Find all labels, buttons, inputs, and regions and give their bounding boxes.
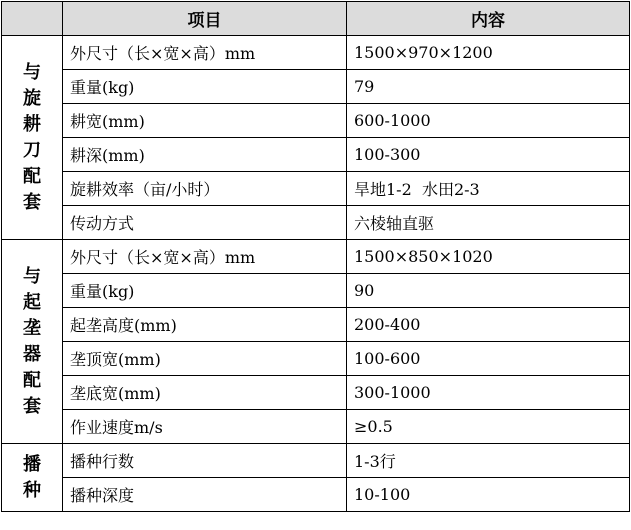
group-char: 起 [23, 291, 41, 313]
table-row [2, 172, 630, 206]
header-corner [2, 2, 63, 36]
group-char: 刀 [23, 139, 41, 161]
value-cell: 10-100 [347, 478, 630, 512]
group-label-seeding [2, 444, 63, 512]
item-cell: 传动方式 [63, 206, 347, 240]
group-char: 与 [23, 265, 41, 287]
table-row [2, 410, 630, 444]
header-content: 内容 [347, 2, 630, 36]
value-cell: 1500×970×1200 [347, 36, 630, 70]
value-cell: 600-1000 [347, 104, 630, 138]
table-row [2, 138, 630, 172]
value-cell: 1500×850×1020 [347, 240, 630, 274]
value-cell: 100-600 [347, 342, 630, 376]
table-row [2, 274, 630, 308]
item-cell: 外尺寸（长×宽×高）mm [63, 36, 347, 70]
value-cell: 79 [347, 70, 630, 104]
header-item: 项目 [63, 2, 347, 36]
table-row [2, 478, 630, 512]
group-char: 套 [23, 395, 41, 417]
group-label-rotary-blade [2, 36, 63, 240]
group-char: 种 [23, 479, 41, 501]
value-cell: 100-300 [347, 138, 630, 172]
group-char: 配 [23, 165, 41, 187]
value-cell: 六棱轴直驱 [347, 206, 630, 240]
table-row [2, 206, 630, 240]
table-row [2, 70, 630, 104]
table-row [2, 104, 630, 138]
value-cell: ≥0.5 [347, 410, 630, 444]
group-char: 播 [23, 453, 41, 475]
table-row [2, 308, 630, 342]
item-cell: 播种行数 [63, 444, 347, 478]
item-cell: 作业速度m/s [63, 410, 347, 444]
table-row [2, 376, 630, 410]
value-cell: 1-3行 [347, 444, 630, 478]
item-cell: 播种深度 [63, 478, 347, 512]
item-cell: 外尺寸（长×宽×高）mm [63, 240, 347, 274]
table-row [2, 36, 630, 70]
item-cell: 重量(kg) [63, 274, 347, 308]
group-char: 旋 [23, 87, 41, 109]
group-char: 耕 [23, 113, 41, 135]
group-char: 垄 [23, 317, 41, 339]
value-cell: 旱地1-2 水田2-3 [347, 172, 630, 206]
item-cell: 旋耕效率（亩/小时） [63, 172, 347, 206]
table-row [2, 240, 630, 274]
header-row [2, 2, 630, 36]
value-cell: 300-1000 [347, 376, 630, 410]
group-char: 器 [23, 343, 41, 365]
group-label-ridger [2, 240, 63, 444]
item-cell: 起垄高度(mm) [63, 308, 347, 342]
item-cell: 垄顶宽(mm) [63, 342, 347, 376]
group-char: 配 [23, 369, 41, 391]
spec-table [1, 1, 630, 512]
table-row [2, 444, 630, 478]
table-row [2, 342, 630, 376]
item-cell: 耕深(mm) [63, 138, 347, 172]
group-char: 与 [23, 61, 41, 83]
value-cell: 200-400 [347, 308, 630, 342]
value-cell: 90 [347, 274, 630, 308]
item-cell: 垄底宽(mm) [63, 376, 347, 410]
group-char: 套 [23, 191, 41, 213]
item-cell: 重量(kg) [63, 70, 347, 104]
item-cell: 耕宽(mm) [63, 104, 347, 138]
